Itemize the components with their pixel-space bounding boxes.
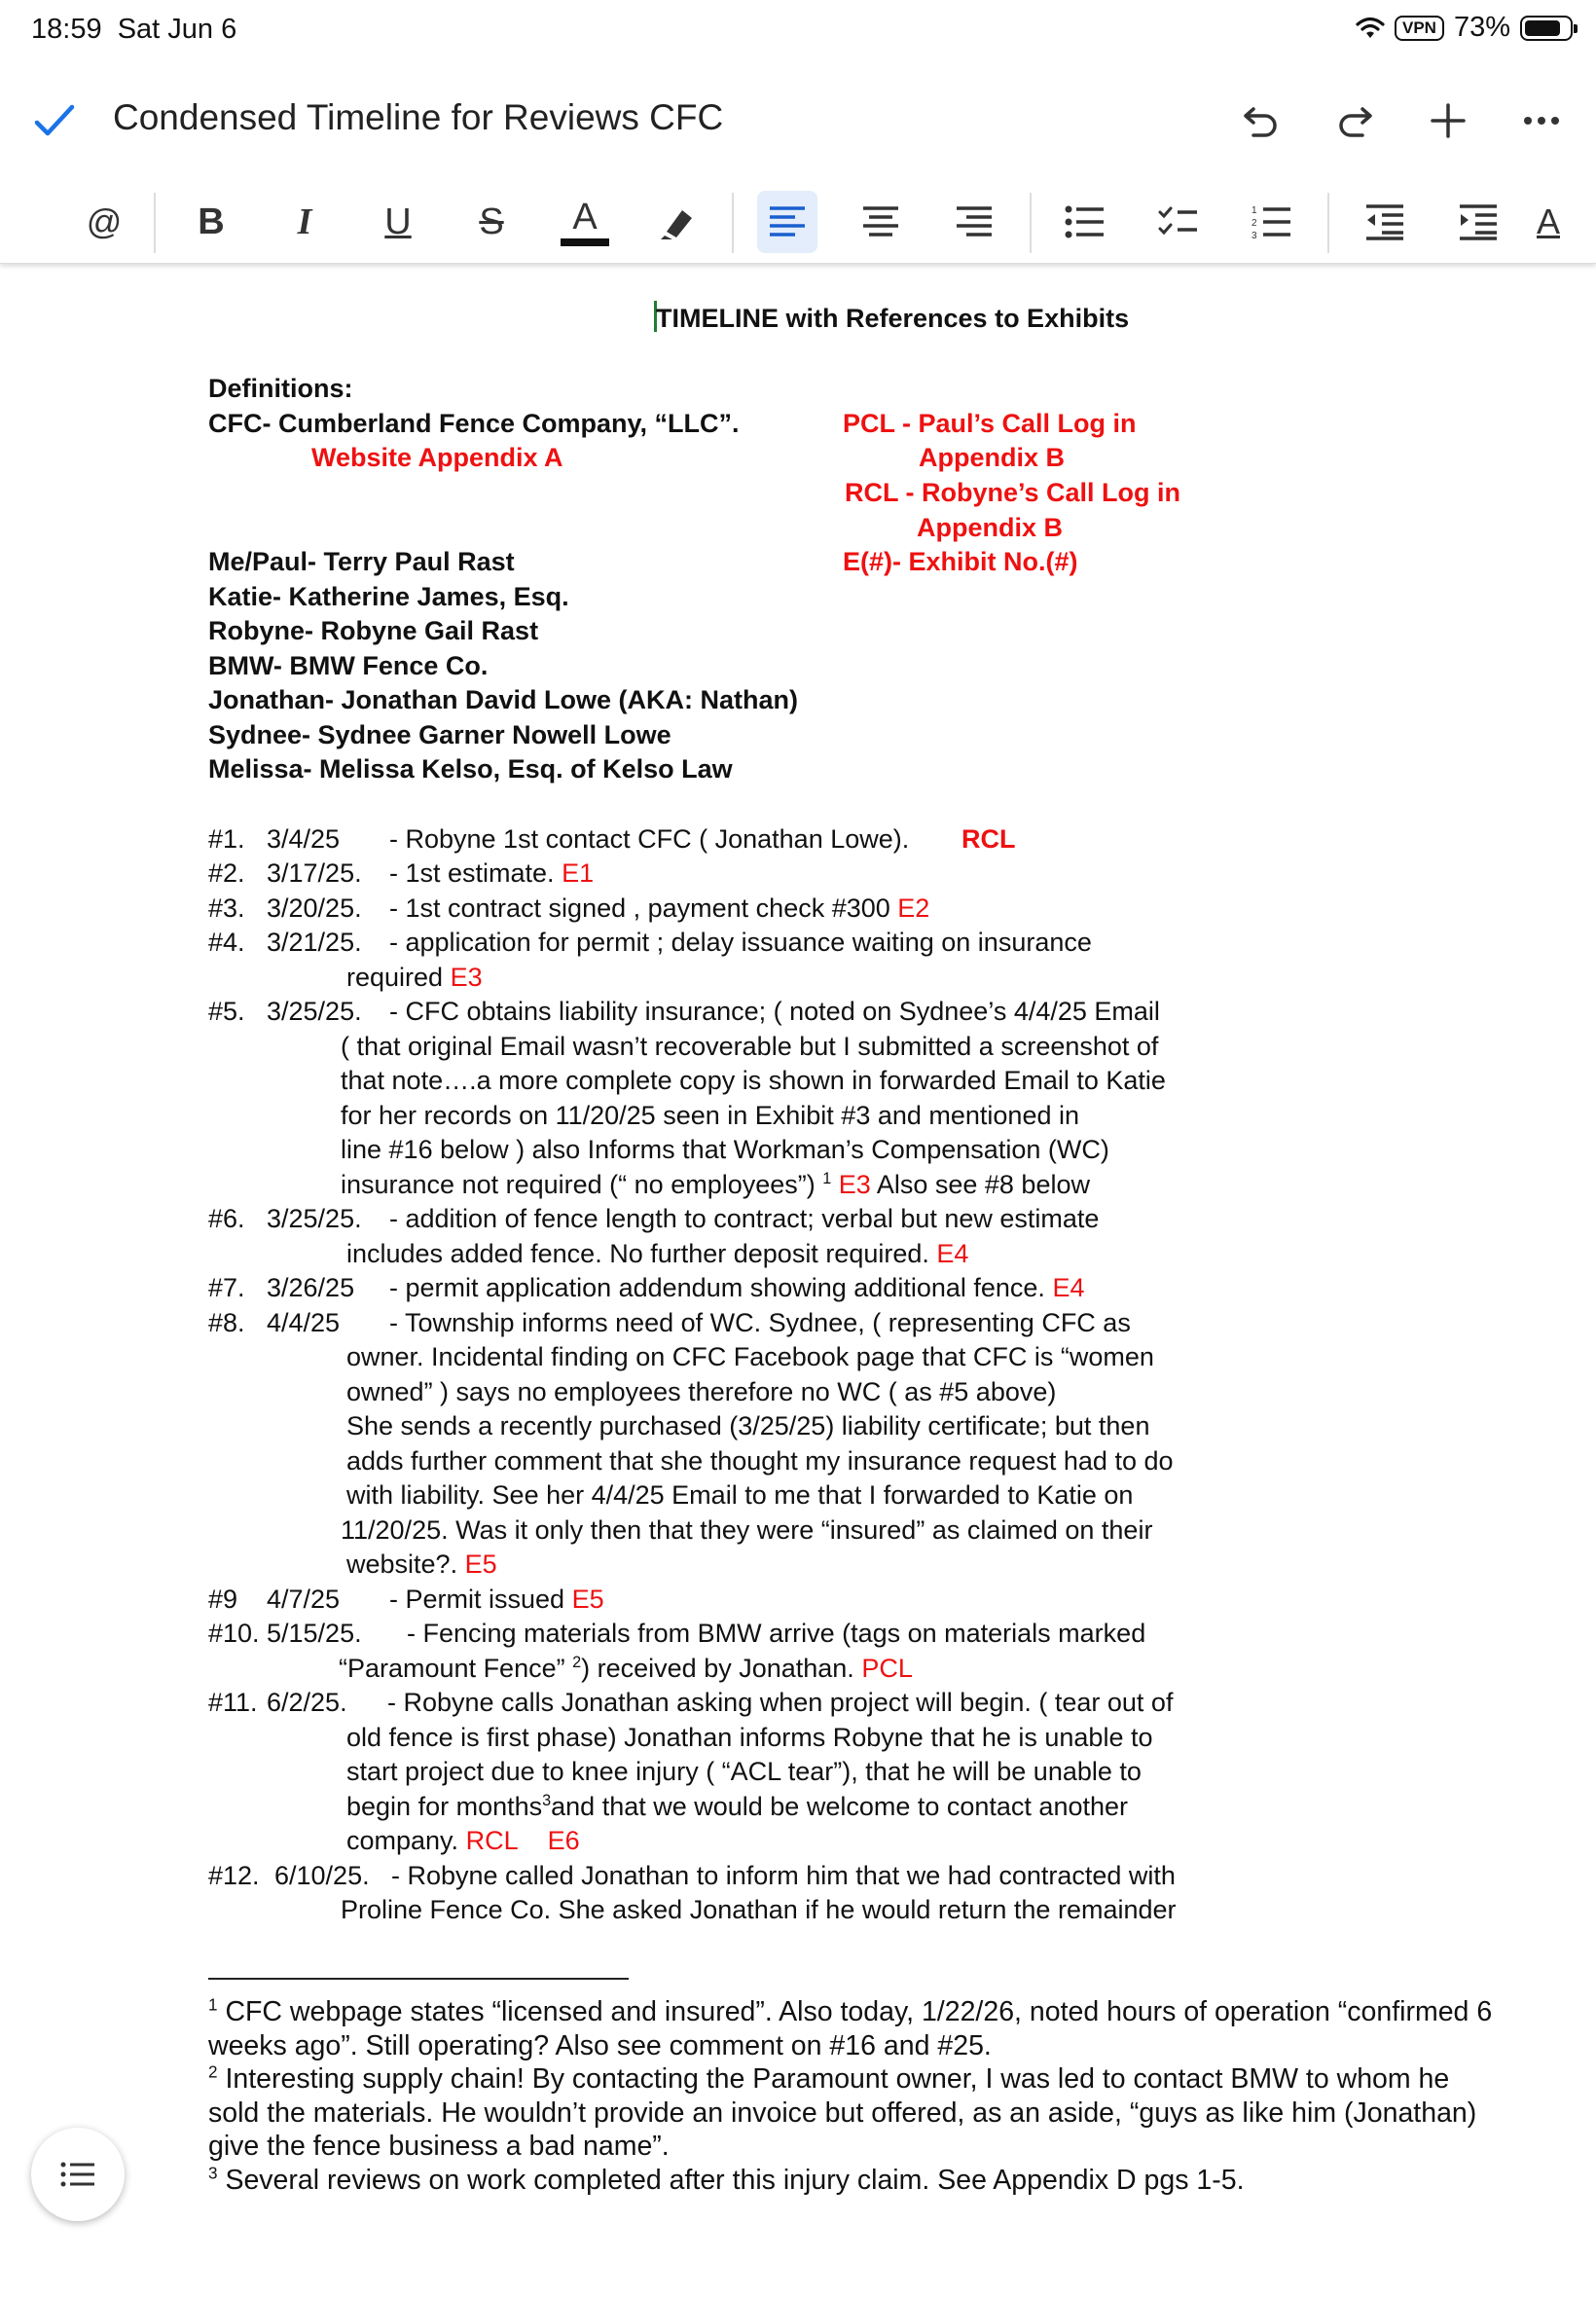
entry-text: - Robyne calls Jonathan asking when project will begin. ( tear out of: [387, 1688, 1174, 1717]
footnote-marker[interactable]: 1: [822, 1170, 832, 1187]
entry-text-continued: includes added fence. No further deposit required. E4: [346, 1239, 969, 1268]
definition-rcl: RCL - Robyne’s Call Log in: [845, 478, 1181, 507]
entry-date: 3/17/25.: [267, 858, 362, 888]
redo-button[interactable]: [1327, 93, 1382, 148]
battery-percent: 73%: [1453, 12, 1510, 43]
toolbar-divider: [154, 193, 156, 253]
entry-number: #7.: [208, 1273, 245, 1302]
numbered-list-icon[interactable]: [1242, 191, 1302, 253]
entry-reference: E4: [1052, 1273, 1085, 1302]
definition-person: Robyne- Robyne Gail Rast: [208, 616, 539, 645]
definition-cfc: CFC- Cumberland Fence Company, “LLC”.: [208, 409, 740, 438]
entry-number: #6.: [208, 1204, 245, 1233]
entry-reference: RCL: [961, 824, 1016, 854]
bold-icon[interactable]: B: [198, 201, 225, 242]
entry-text-continued: owned” ) says no employees therefore no WC ( as #5 above): [346, 1377, 1057, 1406]
entry-text-continued: that note….a more complete copy is shown in forwarded Email to Katie: [341, 1066, 1166, 1095]
undo-icon: [1242, 103, 1281, 138]
outdent-icon[interactable]: [1355, 191, 1415, 253]
entry-date: 4/7/25: [267, 1585, 341, 1614]
entry-text-continued: ( that original Email wasn’t recoverable but I submitted a screenshot of: [341, 1032, 1159, 1061]
entry-text: - addition of fence length to contract; verbal but new estimate: [389, 1204, 1100, 1233]
redo-icon: [1335, 103, 1374, 138]
entry-reference: E3: [838, 1170, 871, 1199]
entry-date: 4/4/25: [267, 1308, 341, 1337]
indent-glyph: [1458, 203, 1499, 240]
entry-number: #4.: [208, 928, 245, 957]
footnote-2-continued: sold the materials. He wouldn’t provide an invoice but offered, as an aside, “guys as like him (Jonathan): [208, 2097, 1477, 2129]
definition-person: Sydnee- Sydnee Garner Nowell Lowe: [208, 720, 671, 749]
toolbar-divider: [1030, 193, 1032, 253]
definition-person: Me/Paul- Terry Paul Rast: [208, 547, 515, 576]
entry-text-continued: for her records on 11/20/25 seen in Exhibit #3 and mentioned in: [341, 1101, 1079, 1130]
entry-reference: E4: [936, 1239, 969, 1268]
align-left-glyph: [768, 204, 807, 239]
entry-text-continued: line #16 below ) also Informs that Workman’s Compensation (WC): [341, 1135, 1109, 1164]
definition-person: Jonathan- Jonathan David Lowe (AKA: Nathan): [208, 685, 799, 714]
formatting-toolbar: [0, 185, 1596, 264]
footnote-2-continued: give the fence business a bad name”.: [208, 2131, 670, 2162]
footnote-divider: [208, 1978, 629, 1980]
footnote-marker[interactable]: 3: [542, 1792, 552, 1809]
title-bar: [0, 82, 1596, 160]
entry-text: - Fencing materials from BMW arrive (tags on materials marked: [407, 1619, 1146, 1648]
add-button[interactable]: [1421, 93, 1475, 148]
status-time: 18:59 Sat Jun 6: [31, 14, 237, 45]
document-heading: TIMELINE with References to Exhibits: [656, 304, 1130, 333]
underline-icon[interactable]: U: [384, 201, 412, 242]
svg-text:2: 2: [1251, 218, 1257, 229]
wifi-icon: [1356, 17, 1385, 40]
entry-number: #9: [208, 1585, 238, 1614]
text-color-icon[interactable]: [555, 191, 615, 253]
status-right: [1356, 12, 1573, 44]
entry-number: #12.: [208, 1861, 260, 1890]
battery-icon: [1520, 16, 1573, 41]
entry-text: - Robyne called Jonathan to inform him that we had contracted with: [391, 1861, 1176, 1890]
checklist-icon[interactable]: [1148, 191, 1209, 253]
entry-date: 3/21/25.: [267, 928, 362, 957]
entry-reference: E5: [464, 1550, 497, 1579]
entry-text-continued: begin for months$^3$and that we would be welcome to contact another: [346, 1792, 1129, 1821]
entry-text-continued: company. RCL E6: [346, 1826, 580, 1855]
definition-pcl-appendix: Appendix B: [919, 443, 1066, 472]
entry-number: #10.: [208, 1619, 260, 1648]
entry-number: #8.: [208, 1308, 245, 1337]
entry-date: 3/26/25: [267, 1273, 355, 1302]
align-center-icon[interactable]: [851, 191, 911, 253]
text-color-bar: [561, 238, 609, 246]
entry-text-continued: adds further comment that she thought my insurance request had to do: [346, 1446, 1174, 1476]
footnote-1-continued: weeks ago”. Still operating? Also see comment on #16 and #25.: [208, 2030, 992, 2061]
definition-exhibit: E(#)- Exhibit No.(#): [843, 547, 1078, 576]
footnote-3: $^3$ Several reviews on work completed after this injury claim. See Appendix D pgs 1-5.: [208, 2164, 1245, 2196]
entry-text-continued: start project due to knee injury ( “ACL tear”), that he will be unable to: [346, 1757, 1142, 1786]
entry-text: - 1st estimate. E1: [389, 858, 595, 888]
entry-date: 5/15/25.: [267, 1619, 362, 1648]
indent-icon[interactable]: [1448, 191, 1508, 253]
entry-text-continued: “Paramount Fence” $^2$) received by Jonathan. PCL: [339, 1654, 913, 1683]
definition-person: Melissa- Melissa Kelso, Esq. of Kelso Law: [208, 754, 733, 784]
text-color-letter: A: [572, 197, 598, 237]
entry-date: 6/2/25.: [267, 1688, 347, 1717]
entry-reference: PCL: [861, 1654, 913, 1683]
numbered-list-glyph: [1251, 203, 1292, 240]
footnote-2: $^2$ Interesting supply chain! By contacting the Paramount owner, I was led to contact BMW to whom he: [208, 2062, 1450, 2095]
align-right-glyph: [955, 204, 994, 239]
definition-pcl: PCL - Paul’s Call Log in: [843, 409, 1137, 438]
highlighter-icon: [657, 202, 700, 241]
definition-person: Katie- Katherine James, Esq.: [208, 582, 569, 611]
status-bar: [0, 0, 1596, 62]
entry-text-continued: owner. Incidental finding on CFC Facebook page that CFC is “women: [346, 1342, 1154, 1371]
svg-text:1: 1: [1251, 205, 1257, 216]
entry-reference: E5: [571, 1585, 604, 1614]
entry-date: 3/4/25: [267, 824, 341, 854]
entry-text-continued: 11/20/25. Was it only then that they were “insured” as claimed on their: [341, 1515, 1153, 1545]
entry-text-continued: with liability. See her 4/4/25 Email to me that I forwarded to Katie on: [346, 1480, 1134, 1510]
mention-icon[interactable]: @: [86, 201, 123, 241]
entry-text: - CFC obtains liability insurance; ( noted on Sydnee’s 4/4/25 Email: [389, 997, 1160, 1026]
document-title[interactable]: Condensed Timeline for Reviews CFC: [113, 97, 724, 137]
strikethrough-icon[interactable]: S: [479, 201, 504, 242]
definition-person: BMW- BMW Fence Co.: [208, 651, 489, 680]
entry-number: #2.: [208, 858, 245, 888]
document-body[interactable]: [0, 282, 1596, 1995]
entry-reference: E1: [562, 858, 595, 888]
entry-reference: E6: [547, 1826, 580, 1855]
entry-date: 3/20/25.: [267, 893, 362, 923]
check-icon[interactable]: [33, 101, 76, 140]
entry-text-continued: website?. E5: [346, 1550, 497, 1579]
definitions-label: Definitions:: [208, 374, 353, 403]
entry-text: - Robyne 1st contact CFC ( Jonathan Lowe).: [389, 824, 910, 854]
checklist-glyph: [1158, 204, 1199, 239]
entry-number: #3.: [208, 893, 245, 923]
vpn-badge: VPN: [1395, 16, 1444, 41]
footnote-marker[interactable]: 2: [572, 1654, 582, 1671]
align-center-glyph: [861, 204, 900, 239]
align-right-icon[interactable]: [944, 191, 1004, 253]
toolbar-divider: [1327, 193, 1329, 253]
entry-text: - permit application addendum showing additional fence. E4: [389, 1273, 1085, 1302]
bullet-list-icon[interactable]: [1055, 191, 1115, 253]
svg-text:3: 3: [1251, 231, 1257, 240]
entry-text-continued: old fence is first phase) Jonathan informs Robyne that he is unable to: [346, 1723, 1153, 1752]
undo-button[interactable]: [1234, 93, 1288, 148]
plus-icon: [1430, 102, 1467, 139]
entry-number: #11.: [208, 1688, 258, 1717]
entry-date: 3/25/25.: [267, 1204, 362, 1233]
entry-text: - Township informs need of WC. Sydnee, ( representing CFC as: [389, 1308, 1131, 1337]
more-button[interactable]: [1514, 93, 1569, 148]
entry-text-continued: Proline Fence Co. She asked Jonathan if he would return the remainder: [341, 1895, 1177, 1924]
footnote-1: $^1$ CFC webpage states “licensed and insured”. Also today, 1/22/26, noted hours of operation “confirmed 6: [208, 1995, 1493, 2027]
clear-formatting-icon[interactable]: A: [1536, 201, 1560, 241]
entry-text: - Permit issued E5: [389, 1585, 604, 1614]
entry-text-continued: She sends a recently purchased (3/25/25) liability certificate; but then: [346, 1411, 1150, 1440]
entry-text-continued: insurance not required (“ no employees”) $^1$ E3 Also see #8 below: [341, 1170, 1090, 1199]
entry-number: #1.: [208, 824, 245, 854]
entry-reference: E2: [897, 893, 930, 923]
italic-icon[interactable]: I: [297, 201, 312, 242]
entry-text-continued: required E3: [346, 963, 483, 992]
entry-reference: RCL: [465, 1826, 519, 1855]
highlight-icon[interactable]: [648, 191, 708, 253]
entry-date: 3/25/25.: [267, 997, 362, 1026]
entry-text: - 1st contract signed , payment check #300 E2: [389, 893, 930, 923]
toolbar-divider: [732, 193, 734, 253]
more-icon: [1523, 116, 1560, 126]
definition-website: Website Appendix A: [311, 443, 563, 472]
definition-rcl-appendix: Appendix B: [917, 513, 1064, 542]
entry-date: 6/10/25.: [274, 1861, 370, 1890]
entry-reference: E3: [450, 963, 483, 992]
outline-button[interactable]: [31, 2128, 125, 2221]
outdent-glyph: [1364, 203, 1405, 240]
align-left-icon[interactable]: [757, 191, 817, 253]
entry-text: - application for permit ; delay issuance waiting on insurance: [389, 928, 1092, 957]
outline-list-icon: [60, 2162, 95, 2187]
entry-number: #5.: [208, 997, 245, 1026]
bullet-list-glyph: [1065, 204, 1106, 239]
